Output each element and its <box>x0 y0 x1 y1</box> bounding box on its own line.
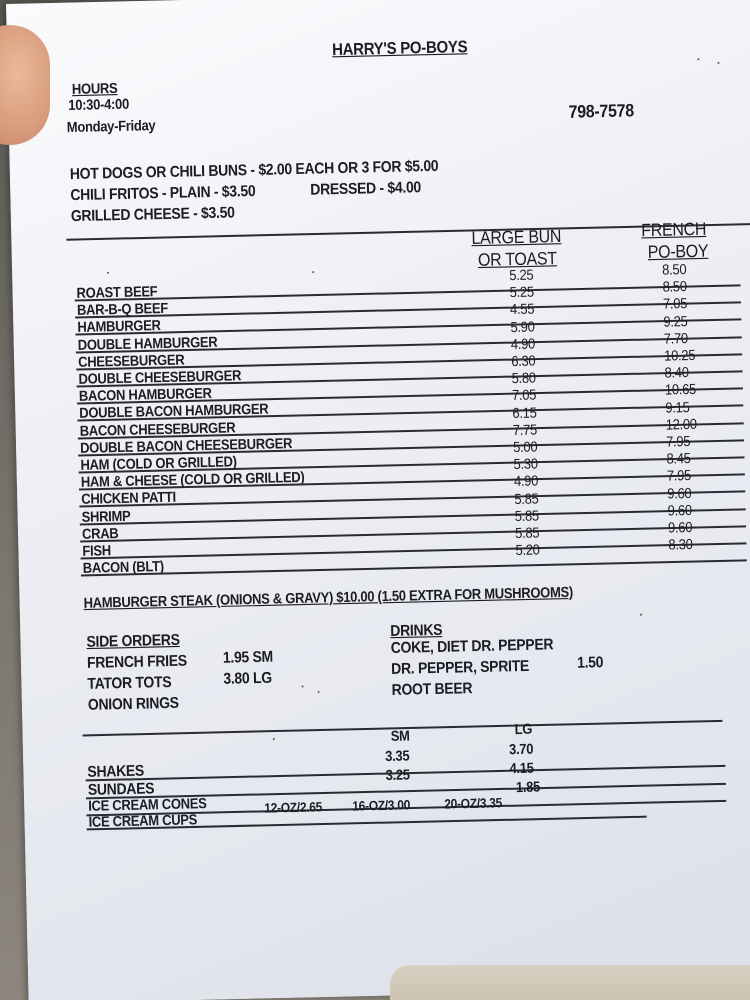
menu-item-price-large-bun: 5.85 <box>514 524 540 542</box>
menu-item-price-large-bun: 5.85 <box>514 490 539 508</box>
menu-item-price-french: 10.25 <box>663 346 696 364</box>
menu-row-rule <box>80 508 746 525</box>
menu-item-price-french: 8.50 <box>662 260 687 278</box>
speck <box>302 685 304 687</box>
menu-row-rule <box>81 559 747 576</box>
menu-item-price-large-bun: 5.90 <box>510 318 535 336</box>
special-chili-fritos: CHILI FRITOS - PLAIN - $3.50 <box>70 181 256 204</box>
menu-item-price-french: 9.60 <box>667 484 692 502</box>
cones-name: ICE CREAM CONES <box>88 794 207 815</box>
menu-item-name: FISH <box>82 541 112 560</box>
menu-item-price-large-bun: 5.25 <box>509 283 534 301</box>
menu-item-price-french: 7.95 <box>665 432 691 450</box>
menu-item-price-large-bun: 5.25 <box>509 266 534 284</box>
menu-item-name: BACON (BLT) <box>82 557 164 577</box>
menu-item-price-large-bun: 4.90 <box>513 472 539 490</box>
menu-row-rule <box>75 284 741 301</box>
menu-item-price-french: 8.50 <box>662 277 687 295</box>
hours-label: HOURS <box>71 79 118 98</box>
menu-item-name: DOUBLE HAMBURGER <box>77 333 218 354</box>
menu-item-name: ROAST BEEF <box>76 282 158 302</box>
menu-item-name: HAM & CHEESE (COLD OR GRILLED) <box>80 468 305 491</box>
menu-item-price-large-bun: 5.00 <box>512 438 538 456</box>
column-po-boy: PO-BOY <box>647 242 709 263</box>
special-grilled-cheese: GRILLED CHEESE - $3.50 <box>70 202 235 225</box>
menu-item-price-french: 10.65 <box>664 380 697 398</box>
menu-row-rule <box>75 318 741 335</box>
drink-root-beer: ROOT BEER <box>391 678 473 699</box>
menu-item-name: HAMBURGER <box>77 316 161 336</box>
speck <box>717 62 719 64</box>
shakes-lg: 3.70 <box>508 740 534 758</box>
menu-item-name: DOUBLE BACON CHEESEBURGER <box>79 434 293 457</box>
menu-item-price-large-bun: 5.30 <box>513 455 538 473</box>
thumb <box>0 25 50 145</box>
menu-item-price-french: 8.40 <box>664 363 689 381</box>
hours-days: Monday-Friday <box>66 116 156 136</box>
menu-item-price-french: 9.15 <box>665 398 690 416</box>
menu-item-price-large-bun: 5.80 <box>511 369 536 387</box>
sundaes-sm: 3.25 <box>385 766 410 784</box>
menu-item-price-large-bun: 5.20 <box>515 541 540 559</box>
drink-price: 1.50 <box>576 652 604 672</box>
dessert-lg-label: LG <box>514 720 533 738</box>
cups-size-20: 20-OZ/3.35 <box>444 794 503 812</box>
speck <box>273 738 275 740</box>
speck <box>312 271 314 273</box>
speck <box>697 58 699 60</box>
menu-item-name: CRAB <box>81 524 119 543</box>
menu-item-price-french: 7.70 <box>663 329 689 347</box>
menu-sheet <box>6 0 750 1000</box>
speck <box>640 614 642 616</box>
menu-item-price-french: 9.25 <box>663 312 688 330</box>
fabric-corner <box>390 965 750 1000</box>
menu-item-price-large-bun: 5.85 <box>514 507 540 525</box>
speck <box>107 272 109 274</box>
menu-item-name: DOUBLE CHEESEBURGER <box>78 366 242 388</box>
menu-item-price-large-bun: 4.55 <box>509 300 535 318</box>
dessert-sm-label: SM <box>390 727 410 745</box>
menu-item-price-large-bun: 4.90 <box>510 335 536 353</box>
speck <box>318 691 320 693</box>
menu-row-rule <box>79 490 745 507</box>
shakes-name: SHAKES <box>87 761 145 781</box>
menu-item-name: CHEESEBURGER <box>77 351 185 371</box>
menu-item-price-large-bun: 6.15 <box>512 404 537 422</box>
menu-item-price-large-bun: 7.75 <box>512 421 538 439</box>
restaurant-title: HARRY'S PO-BOYS <box>331 37 468 60</box>
side-onion-rings: ONION RINGS <box>87 693 179 714</box>
menu-item-price-french: 8.30 <box>668 535 693 553</box>
column-french: FRENCH <box>641 220 707 241</box>
menu-item-name: DOUBLE BACON HAMBURGER <box>79 400 269 422</box>
menu-item-price-large-bun: 7.05 <box>511 386 537 404</box>
special-hot-dogs: HOT DOGS OR CHILI BUNS - $2.00 EACH OR 3 FOR $5.00 <box>69 156 439 183</box>
menu-row-rule <box>81 542 747 559</box>
side-tator-tots: TATOR TOTS <box>87 672 172 693</box>
menu-item-price-french: 9.60 <box>667 518 693 536</box>
cups-size-16: 16-OZ/3.00 <box>352 797 411 815</box>
sundaes-lg: 4.15 <box>509 759 534 777</box>
cups-name: ICE CREAM CUPS <box>88 810 198 831</box>
hamburger-steak: HAMBURGER STEAK (ONIONS & GRAVY) $10.00 (1.50 EXTRA FOR MUSHROOMS) <box>83 583 574 612</box>
menu-item-name: SHRIMP <box>81 507 131 526</box>
menu-item-name: CHICKEN PATTI <box>81 488 176 508</box>
menu-item-price-french: 9.60 <box>667 501 692 519</box>
drink-coke: COKE, DIET DR. PEPPER <box>390 634 554 657</box>
phone-number: 798-7578 <box>568 101 635 123</box>
menu-item-price-french: 7.95 <box>666 466 692 484</box>
side-french-fries: FRENCH FRIES <box>86 651 187 672</box>
column-or-toast: OR TOAST <box>477 249 557 271</box>
menu-item-name: BACON HAMBURGER <box>78 384 212 405</box>
side-price-lg: 3.80 LG <box>223 668 273 688</box>
drink-dr-pepper: DR. PEPPER, SPRITE <box>390 656 530 678</box>
side-price-sm: 1.95 SM <box>222 647 274 667</box>
hours-time: 10:30-4:00 <box>68 95 130 114</box>
menu-item-price-french: 7.05 <box>662 294 688 312</box>
menu-item-name: HAM (COLD OR GRILLED) <box>80 452 237 474</box>
menu-item-price-large-bun: 6.30 <box>511 352 536 370</box>
drinks-heading: DRINKS <box>390 620 443 640</box>
cones-lg: 1.85 <box>515 778 541 796</box>
side-orders-heading: SIDE ORDERS <box>86 630 180 651</box>
shakes-sm: 3.35 <box>384 747 410 765</box>
menu-item-price-french: 12.00 <box>665 415 697 433</box>
menu-item-price-french: 8.45 <box>666 449 691 467</box>
menu-row-rule <box>75 301 741 318</box>
menu-item-name: BAR-B-Q BEEF <box>76 299 169 319</box>
sundaes-name: SUNDAES <box>87 778 155 799</box>
cups-size-12: 12-OZ/2.65 <box>264 799 323 817</box>
menu-item-name: BACON CHEESEBURGER <box>79 418 236 440</box>
special-chili-fritos-dressed: DRESSED - $4.00 <box>310 177 422 199</box>
menu-row-rule <box>80 525 746 542</box>
column-large-bun: LARGE BUN <box>471 227 562 249</box>
